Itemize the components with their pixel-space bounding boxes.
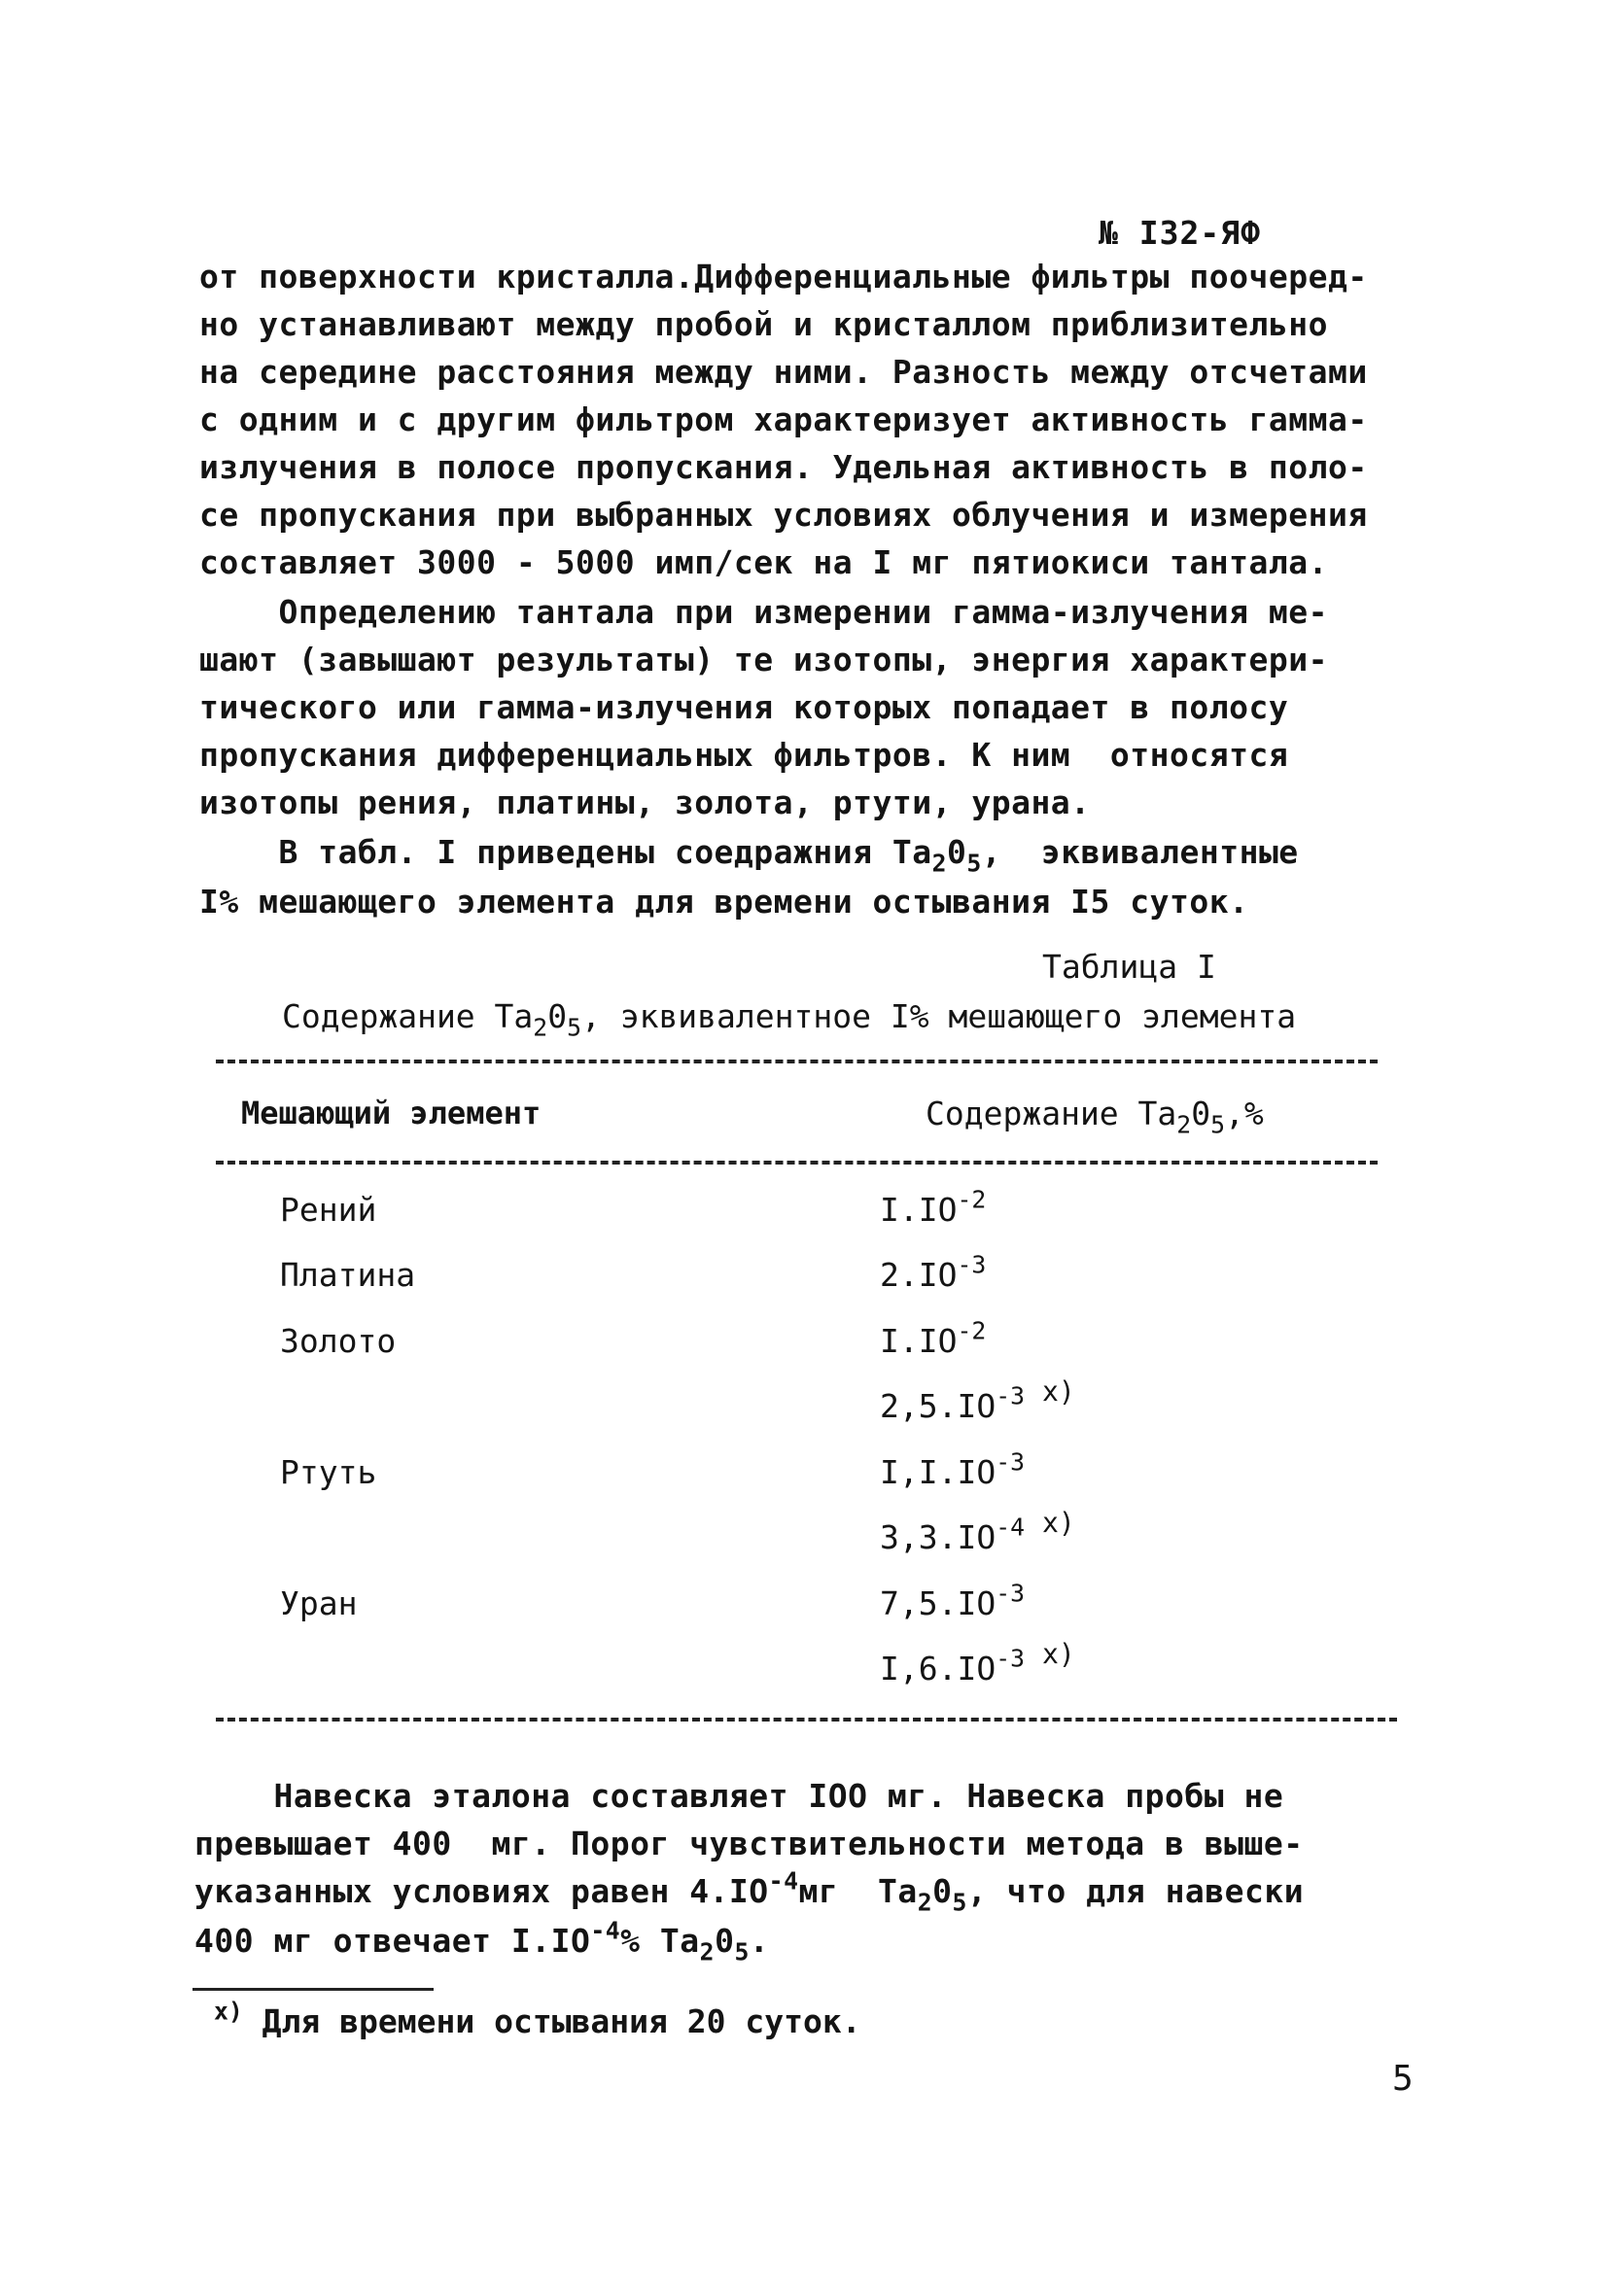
table-number: Таблица I bbox=[1042, 948, 1216, 986]
page-number: 5 bbox=[1392, 2059, 1414, 2099]
cell-element: Ртуть bbox=[280, 1453, 377, 1491]
cell-value: $3,3.IO^{-4}$ $^{x)}$ bbox=[880, 1507, 1075, 1556]
cell-value: $I.IO^{-2}$ bbox=[880, 1316, 987, 1360]
text-line: с одним и с другим фильтром характеризует активность гамма- bbox=[199, 400, 1368, 438]
table-reference-line: I% мешающего элемента для времени остывания I5 суток. bbox=[199, 883, 1249, 921]
column-header-content: Содержание $Ta_20_5,\%$ bbox=[926, 1095, 1264, 1139]
text-line: се пропускания при выбранных условиях облучения и измерения bbox=[199, 496, 1368, 534]
cell-element: Рений bbox=[280, 1191, 377, 1229]
table-bottom-rule bbox=[216, 1718, 1397, 1722]
text-line: составляет 3000 - 5000 имп/сек на I мг пятиокиси тантала. bbox=[199, 543, 1328, 581]
text-line: шают (завышают результаты) те изотопы, энергия характери- bbox=[199, 641, 1328, 678]
cell-value: $I,6.IO^{-3}$ $^{x)}$ bbox=[880, 1638, 1075, 1687]
text-line: от поверхности кристалла.Дифференциальные фильтры поочеред- bbox=[199, 258, 1368, 296]
footnote-separator bbox=[192, 1988, 434, 1991]
cell-element: Платина bbox=[280, 1256, 416, 1294]
text-line: но устанавливают между пробой и кристаллом приблизительно bbox=[199, 305, 1328, 343]
text-line: изотопы рения, платины, золота, ртути, урана. bbox=[199, 783, 1091, 821]
cell-value: $2.IO^{-3}$ bbox=[880, 1250, 987, 1294]
cell-element: Золото bbox=[280, 1322, 397, 1360]
text-line: 400 мг отвечает $I.IO^{-4}\%$ $Ta_20_5$. bbox=[194, 1916, 770, 1966]
table-top-rule bbox=[216, 1060, 1378, 1063]
cell-value: $I,I.IO^{-3}$ bbox=[880, 1447, 1026, 1491]
text-line: превышает 400 мг. Порог чувствительности метода в выше- bbox=[194, 1825, 1304, 1862]
cell-element: Уран bbox=[280, 1584, 358, 1622]
footnote-mark: x) bbox=[214, 1997, 243, 2026]
text-line: Определению тантала при измерении гамма-излучения ме- bbox=[199, 593, 1328, 631]
text-line: излучения в полосе пропускания. Удельная активность в поло- bbox=[199, 448, 1368, 486]
table-header-rule bbox=[216, 1161, 1378, 1165]
cell-value: $7,5.IO^{-3}$ bbox=[880, 1579, 1026, 1622]
column-header-element: Мешающий элемент bbox=[241, 1095, 542, 1131]
table-title: Содержание $Ta_20_5$, эквивалентное I% мешающего элемента bbox=[282, 997, 1297, 1042]
cell-value: $2,5.IO^{-3}$ $^{x)}$ bbox=[880, 1375, 1075, 1425]
text-line: на середине расстояния между ними. Разность между отсчетами bbox=[199, 353, 1368, 391]
table-reference-line: В табл. I приведены соедражния $Ta_20_5$, эквивалентные bbox=[199, 833, 1299, 878]
text-line: тического или гамма-излучения которых попадает в полосу bbox=[199, 688, 1289, 726]
document-number: № I32-ЯФ bbox=[1099, 214, 1261, 252]
footnote: $^{x)}$ Для времени остывания 20 суток. bbox=[214, 1997, 861, 2040]
text-line: пропускания дифференциальных фильтров. К ним относятся bbox=[199, 736, 1289, 774]
text-line: указанных условиях равен $4.IO^{-4}мг$ $Ta_20_5$, что для навески bbox=[194, 1866, 1305, 1917]
text-line: Навеска эталона составляет IOO мг. Навеска пробы не bbox=[194, 1777, 1284, 1815]
cell-value: $I.IO^{-2}$ bbox=[880, 1185, 987, 1229]
